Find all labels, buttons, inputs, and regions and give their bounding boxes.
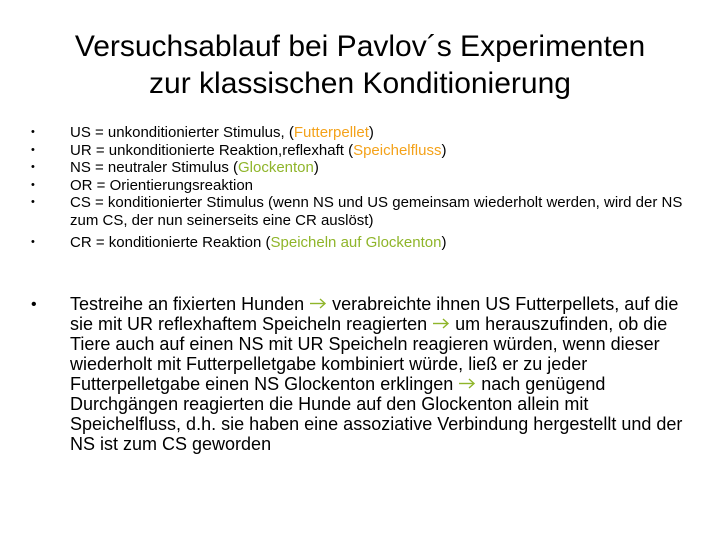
- slide-title: [40, 28, 680, 102]
- experiment-paragraph: [28, 294, 692, 454]
- definition-item-us: [28, 124, 692, 142]
- definition-text: CR = konditionierte Reaktion (: [70, 234, 271, 251]
- slide-title-line-2: zur klassischen Konditionierung: [149, 67, 571, 100]
- bullet-icon: •: [31, 236, 35, 248]
- bullet-icon: •: [31, 161, 35, 173]
- definition-item-cs: [28, 194, 692, 229]
- definition-item-cr: [28, 234, 692, 252]
- definition-text-end: ): [441, 141, 447, 159]
- bullet-icon: •: [31, 178, 35, 191]
- definition-text-end: ): [313, 159, 319, 176]
- definition-text: CS = konditionierter Stimulus (wenn NS und US gemeinsam wiederholt werden, wird der NS zum CS, der nun seinerseits eine CR auslöst): [70, 194, 683, 229]
- definition-text: NS = neutraler Stimulus (: [70, 159, 238, 176]
- right-arrow-icon: [309, 298, 327, 309]
- definition-example: Glockenton: [237, 159, 314, 176]
- definition-item-or: [28, 177, 692, 195]
- definition-item-ur: [28, 142, 692, 160]
- paragraph-text: Testreihe an fixierten Hunden: [70, 294, 310, 314]
- right-arrow-icon: [458, 378, 476, 389]
- bullet-icon: •: [31, 126, 35, 138]
- definition-text: UR = unkonditionierte Reaktion,reflexhaft (: [70, 141, 354, 159]
- right-arrow-icon: [432, 318, 450, 329]
- bullet-icon: •: [31, 196, 35, 208]
- definition-text-end: ): [368, 124, 374, 141]
- paragraph-text: verabreichte ihnen US Futterpellets, auf die sie mit UR reflexhaftem Speicheln reagierten: [70, 294, 679, 334]
- definition-text-end: ): [441, 234, 447, 251]
- definition-example: Speicheln auf Glockenton: [270, 234, 442, 251]
- definition-text: US = unkonditionierter Stimulus, (: [70, 124, 294, 141]
- definition-item-ns: [28, 159, 692, 177]
- bullet-icon: •: [31, 296, 37, 313]
- definition-example: Futterpellet: [293, 124, 369, 141]
- definition-example: Speichelfluss: [353, 141, 442, 159]
- bullet-icon: •: [31, 143, 35, 156]
- paragraph-text: nach genügend Durchgängen reagierten die Hunde auf den Glockenton allein mit Speichelfluss, d.h. sie haben eine assoziative Verbindung hergestellt und der NS ist zum CS geworden: [70, 374, 683, 454]
- slide-title-line-1: Versuchsablauf bei Pavlov´s Experimenten: [74, 30, 646, 63]
- definition-text: OR = Orientierungsreaktion: [70, 176, 254, 194]
- paragraph-text: um herauszufinden, ob die Tiere auch auf einen NS mit UR Speicheln reagieren würden, wenn dieser wiederholt mit Futterpelletgabe kombiniert würde, ließ er zu jeder Futterpelletgabe einen NS Glockenton erklingen: [70, 314, 668, 394]
- definition-list: [28, 124, 692, 252]
